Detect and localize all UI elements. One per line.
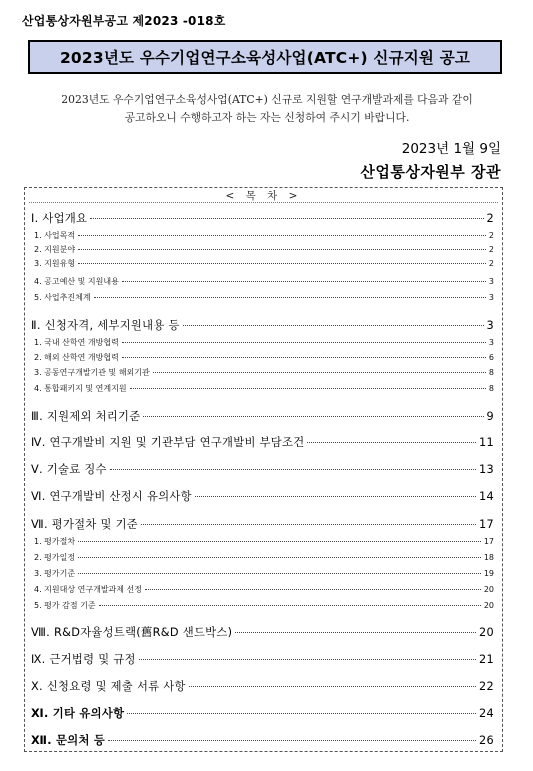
toc-entry-section-12[interactable] <box>31 732 494 748</box>
toc-entry-1-1[interactable] <box>34 230 494 241</box>
toc-entry-page: 11 <box>479 436 494 449</box>
toc-entry-page: 3 <box>488 277 494 286</box>
dot-leader <box>195 496 476 497</box>
toc-entry-label: Ⅴ. 기술료 징수 <box>31 463 107 476</box>
announcement-title: 2023년도 우수기업연구소육성사업(ATC+) 신규지원 공고 <box>59 49 471 67</box>
toc-entry-label: 2. 평가일정 <box>34 553 76 562</box>
toc-entry-page: 20 <box>479 626 494 639</box>
toc-entry-label: 1. 사업목적 <box>34 231 76 240</box>
dot-leader <box>78 235 486 236</box>
toc-entry-page: 2 <box>488 231 494 240</box>
toc-entry-label: 3. 공동연구개발기관 및 해외기관 <box>34 368 150 377</box>
toc-entry-7-2[interactable] <box>34 552 494 563</box>
announcement-date: 2023년 1월 9일 <box>401 141 501 157</box>
toc-entry-page: 20 <box>483 585 494 594</box>
toc-entry-label: 3. 지원유형 <box>34 259 76 268</box>
toc-entry-label: 1. 국내 산학연 개방협력 <box>34 338 119 347</box>
toc-entry-page: 3 <box>486 319 494 332</box>
dot-leader <box>78 573 481 574</box>
intro-line-2: 공고하오니 수행하고자 하는 자는 신청하여 주시기 바랍니다. <box>124 111 410 124</box>
toc-entry-page: 14 <box>479 490 494 503</box>
toc-entry-page: 21 <box>479 653 494 666</box>
toc-entry-label: 4. 통합패키지 및 연계지원 <box>34 384 127 393</box>
dot-leader <box>130 388 486 389</box>
toc-entry-page: 24 <box>479 707 494 720</box>
toc-entry-7-3[interactable] <box>34 568 494 579</box>
toc-entry-section-4[interactable] <box>31 434 494 450</box>
toc-entry-page: 17 <box>483 537 494 546</box>
dot-leader <box>90 218 483 219</box>
toc-entry-label: Ⅸ. 근거법령 및 규정 <box>31 653 136 666</box>
toc-entry-section-8[interactable] <box>31 624 494 640</box>
dot-leader <box>235 632 476 633</box>
toc-entry-label: 4. 지원대상 연구개발과제 선정 <box>34 585 142 594</box>
dot-leader <box>141 524 476 525</box>
toc-entry-section-5[interactable] <box>31 461 494 477</box>
toc-entry-label: 3. 평가기준 <box>34 569 76 578</box>
toc-entry-page: 20 <box>483 601 494 610</box>
toc-entry-label: Ⅳ. 연구개발비 지원 및 기관부담 연구개발비 부담조건 <box>31 436 305 449</box>
toc-entry-label: 2. 지원분야 <box>34 245 76 254</box>
toc-entry-2-3[interactable] <box>34 367 494 378</box>
toc-entry-2-4[interactable] <box>34 383 494 394</box>
announcement-title-box <box>28 40 502 74</box>
dot-leader <box>145 589 481 590</box>
intro-paragraph <box>24 91 510 127</box>
toc-entry-page: 6 <box>488 353 494 362</box>
toc-entry-label: Ⅺ. 기타 유의사항 <box>31 707 125 720</box>
toc-entry-label: Ⅶ. 평가절차 및 기준 <box>31 518 139 531</box>
toc-entry-label: 2. 해외 산학연 개방협력 <box>34 353 119 362</box>
dot-leader <box>139 659 476 660</box>
dot-leader <box>78 263 486 264</box>
dot-leader <box>122 342 486 343</box>
dot-leader <box>78 557 481 558</box>
toc-entry-section-9[interactable] <box>31 651 494 667</box>
toc-entry-page: 2 <box>486 212 494 225</box>
toc-entry-section-2[interactable] <box>31 317 494 333</box>
toc-entry-page: 18 <box>483 553 494 562</box>
dot-leader <box>183 325 484 326</box>
toc-entry-page: 13 <box>479 463 494 476</box>
toc-entry-page: 26 <box>479 734 494 747</box>
toc-entry-label: Ⅵ. 연구개발비 산정시 유의사항 <box>31 490 192 503</box>
toc-entry-1-2[interactable] <box>34 244 494 255</box>
dot-leader <box>307 442 476 443</box>
toc-entry-page: 22 <box>479 680 494 693</box>
toc-entry-7-5[interactable] <box>34 600 494 611</box>
table-of-contents <box>24 187 503 752</box>
toc-entry-section-6[interactable] <box>31 488 494 504</box>
toc-entry-section-10[interactable] <box>31 678 494 694</box>
toc-title: < 목 차 > <box>225 190 302 202</box>
toc-divider <box>29 202 498 203</box>
toc-entry-label: Ⅹ. 신청요령 및 제출 서류 사항 <box>31 680 186 693</box>
toc-entry-label: Ⅻ. 문의처 등 <box>31 734 106 747</box>
toc-entry-2-1[interactable] <box>34 337 494 348</box>
dot-leader <box>153 372 486 373</box>
toc-entry-label: 4. 공고예산 및 지원내용 <box>34 277 119 286</box>
toc-entry-page: 8 <box>488 384 494 393</box>
dot-leader <box>127 713 476 714</box>
toc-entry-1-4[interactable] <box>34 276 494 287</box>
toc-entry-1-3[interactable] <box>34 258 494 269</box>
intro-line-1: 2023년도 우수기업연구소육성사업(ATC+) 신규로 지원할 연구개발과제를 다음과 같이 <box>61 93 473 106</box>
dot-leader <box>110 469 476 470</box>
toc-entry-1-5[interactable] <box>34 292 494 303</box>
toc-entry-label: Ⅰ. 사업개요 <box>31 212 88 225</box>
dot-leader <box>189 686 476 687</box>
toc-entry-label: Ⅱ. 신청자격, 세부지원내용 등 <box>31 319 180 332</box>
toc-entry-page: 8 <box>488 368 494 377</box>
toc-entry-page: 17 <box>479 518 494 531</box>
toc-entry-section-1[interactable] <box>31 210 494 226</box>
toc-entry-page: 3 <box>488 293 494 302</box>
dot-leader <box>108 740 476 741</box>
toc-entry-2-2[interactable] <box>34 352 494 363</box>
toc-entry-page: 2 <box>488 245 494 254</box>
dot-leader <box>94 297 486 298</box>
toc-entry-label: Ⅲ. 지원제외 처리기준 <box>31 410 141 423</box>
toc-entry-section-7[interactable] <box>31 516 494 532</box>
issuer-minister: 산업통상자원부 장관 <box>360 163 501 181</box>
dot-leader <box>143 416 483 417</box>
toc-entry-page: 2 <box>488 259 494 268</box>
dot-leader <box>78 541 481 542</box>
toc-entry-section-3[interactable] <box>31 408 494 424</box>
toc-entry-label: 5. 사업추진체계 <box>34 293 91 302</box>
dot-leader <box>99 605 481 606</box>
toc-entry-7-1[interactable] <box>34 536 494 547</box>
dot-leader <box>122 357 486 358</box>
dot-leader <box>78 249 486 250</box>
toc-entry-page: 3 <box>488 338 494 347</box>
toc-entry-7-4[interactable] <box>34 584 494 595</box>
toc-entry-label: 1. 평가절차 <box>34 537 76 546</box>
toc-entry-page: 9 <box>486 410 494 423</box>
toc-entry-label: 5. 평가 감점 기준 <box>34 601 96 610</box>
toc-entry-label: Ⅷ. R&D자율성트랙(舊R&D 샌드박스) <box>31 626 233 639</box>
dot-leader <box>122 281 486 282</box>
notice-number: 산업통상자원부공고 제2023 -018호 <box>22 14 226 28</box>
toc-entry-section-11[interactable] <box>31 705 494 721</box>
toc-entry-page: 19 <box>483 569 494 578</box>
